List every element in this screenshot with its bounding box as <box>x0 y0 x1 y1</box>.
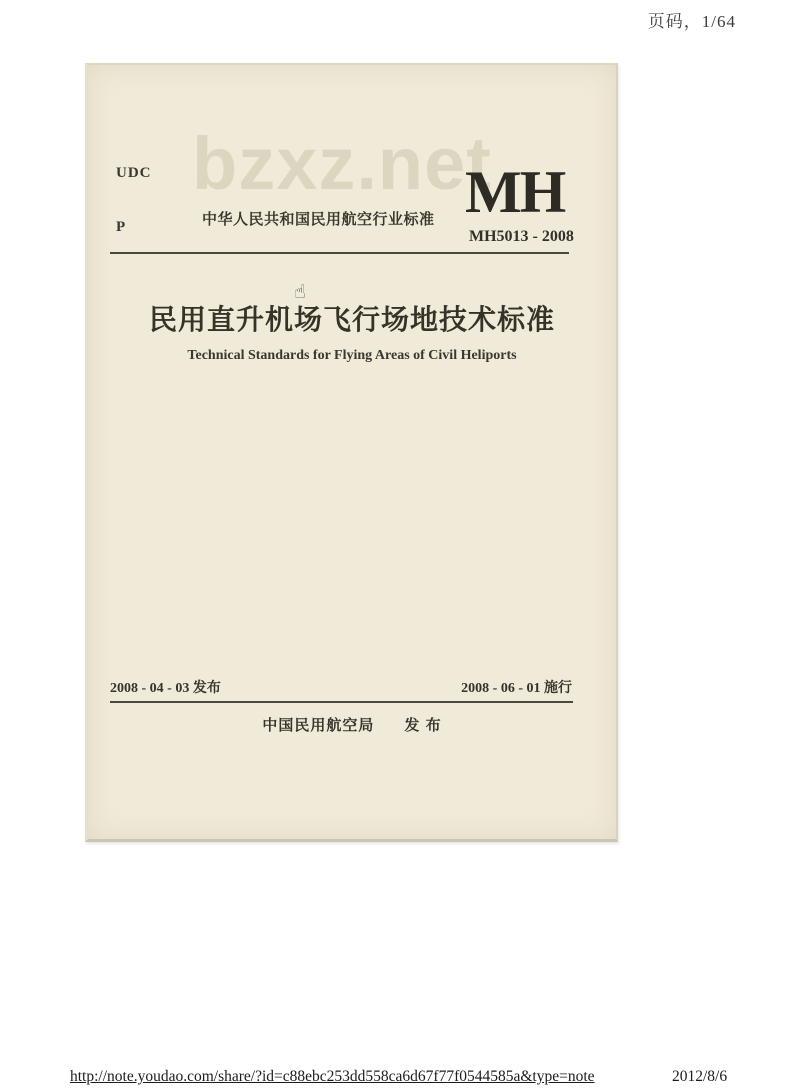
standard-number: MH5013 - 2008 <box>469 228 574 245</box>
print-date: 2012/8/6 <box>672 1068 728 1085</box>
note-share-url[interactable]: http://note.youdao.com/share/?id=c88ebc253dd558ca6d67f77f0544585a&type=note <box>70 1068 595 1085</box>
hand-cursor-icon: ☝ <box>294 281 306 303</box>
document-title-cn: 民用直升机场飞行场地技术标准 <box>148 304 555 335</box>
watermark-text: bzxz.net <box>192 122 492 205</box>
dates-row <box>110 677 572 697</box>
publish-word: 发 布 <box>404 717 442 734</box>
issue-date-label: 2008 - 04 - 03 发布 <box>110 681 221 696</box>
standard-category-title: 中华人民共和国民用航空行业标准 <box>202 211 435 228</box>
publisher-name: 中国民用航空局 <box>262 717 375 734</box>
mh-logo: MH <box>465 159 565 225</box>
footer-divider <box>110 701 573 703</box>
header-divider <box>110 252 569 254</box>
p-classification-label: P <box>116 219 126 235</box>
print-page-number: 页码，1/64 <box>647 12 736 31</box>
publisher-row <box>88 714 616 735</box>
udc-label: UDC <box>116 165 152 181</box>
effective-date-label: 2008 - 06 - 01 施行 <box>461 681 572 696</box>
standard-cover-scan[interactable] <box>85 63 618 842</box>
document-title-en: Technical Standards for Flying Areas of Civil Heliports <box>187 348 517 363</box>
